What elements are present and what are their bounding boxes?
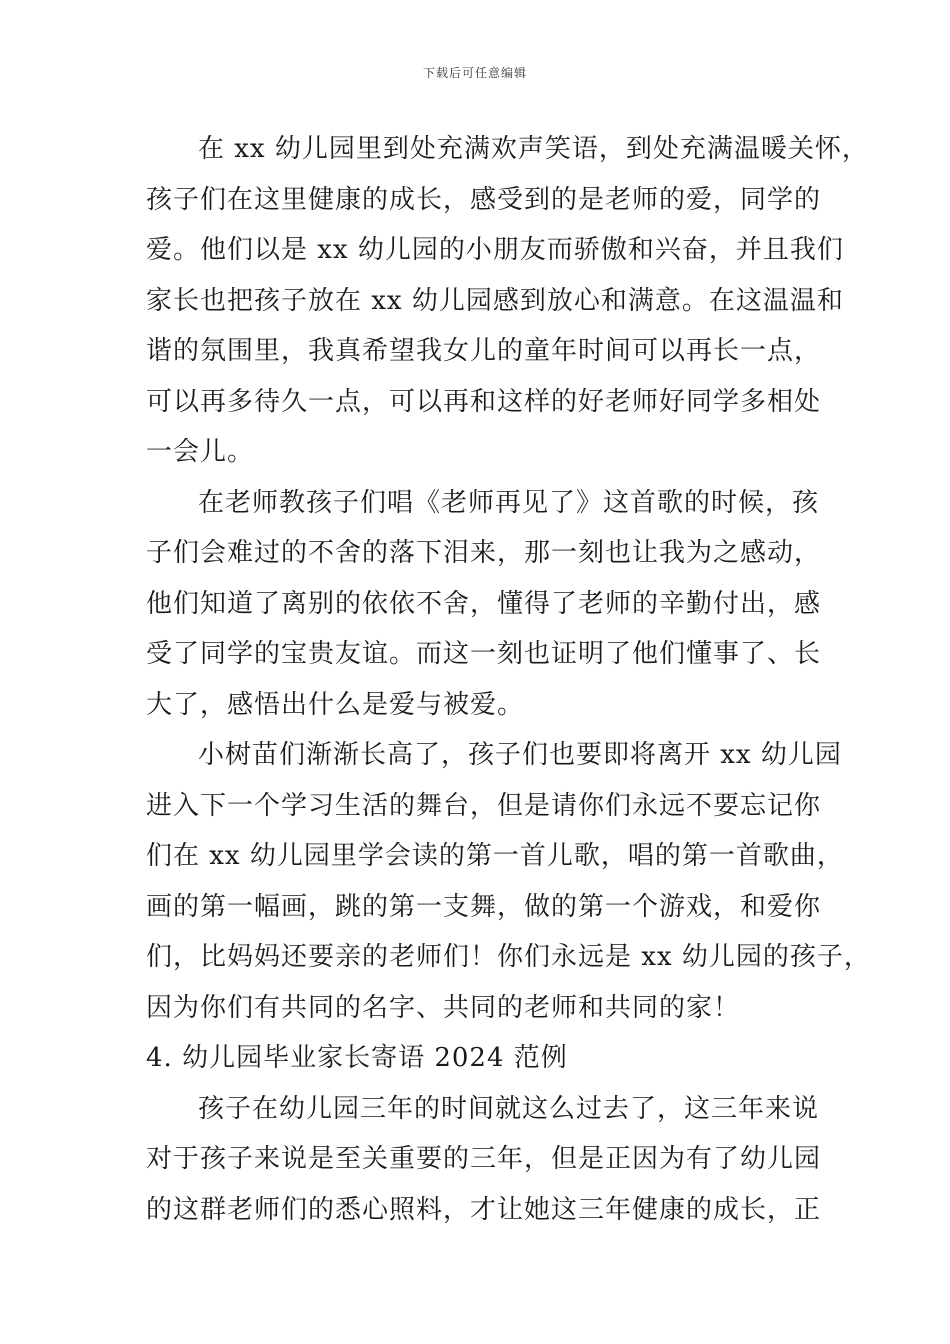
paragraph-line: 小树苗们渐渐长高了，孩子们也要即将离开 xx 幼儿园 — [198, 740, 842, 770]
paragraph-line: 受了同学的宝贵友谊。而这一刻也证明了他们懂事了、长 — [146, 639, 822, 669]
paragraph-1 — [146, 124, 869, 478]
document-body — [146, 124, 871, 1235]
paragraph-line: 因为你们有共同的名字、共同的老师和共同的家！ — [146, 992, 741, 1023]
section-heading: 4. 幼儿园毕业家长寄语 2024 范例 — [146, 1043, 568, 1073]
paragraph-line: 们，比妈妈还要亲的老师们！你们永远是 xx 幼儿园的孩子， — [146, 942, 871, 972]
paragraph-line: 爱。他们以是 xx 幼儿园的小朋友而骄傲和兴奋，并且我们 — [146, 235, 844, 265]
paragraph-line: 一会儿。 — [146, 437, 255, 467]
paragraph-2 — [146, 478, 822, 731]
paragraph-line: 家长也把孩子放在 xx 幼儿园感到放心和满意。在这温温和 — [146, 285, 844, 316]
paragraph-line: 可以再多待久一点，可以再和这样的好老师好同学多相处 — [146, 386, 822, 417]
paragraph-line: 孩子们在这里健康的成长，感受到的是老师的爱，同学的 — [146, 184, 822, 215]
paragraph-4 — [146, 1084, 822, 1236]
paragraph-line: 们在 xx 幼儿园里学会读的第一首儿歌，唱的第一首歌曲， — [146, 841, 844, 871]
paragraph-line: 子们会难过的不舍的落下泪来，那一刻也让我为之感动， — [146, 538, 822, 568]
paragraph-line: 在老师教孩子们唱《老师再见了》这首歌的时候，孩 — [198, 487, 820, 518]
paragraph-line: 对于孩子来说是至关重要的三年，但是正因为有了幼儿园 — [146, 1144, 822, 1174]
paragraph-line: 孩子在幼儿园三年的时间就这么过去了，这三年来说 — [198, 1093, 820, 1124]
paragraph-3 — [146, 730, 871, 1033]
paragraph-line: 画的第一幅画，跳的第一支舞，做的第一个游戏，和爱你 — [146, 891, 822, 922]
paragraph-line: 他们知道了离别的依依不舍，懂得了老师的辛勤付出，感 — [146, 588, 822, 619]
paragraph-line: 大了，感悟出什么是爱与被爱。 — [146, 689, 525, 720]
paragraph-line: 在 xx 幼儿园里到处充满欢声笑语，到处充满温暖关怀， — [198, 134, 869, 164]
paragraph-line: 的这群老师们的悉心照料，才让她这三年健康的成长，正 — [146, 1194, 822, 1225]
paragraph-line: 进入下一个学习生活的舞台，但是请你们永远不要忘记你 — [146, 790, 822, 821]
header-note: 下载后可任意编辑 — [422, 66, 527, 80]
paragraph-line: 谐的氛围里，我真希望我女儿的童年时间可以再长一点， — [146, 336, 822, 366]
